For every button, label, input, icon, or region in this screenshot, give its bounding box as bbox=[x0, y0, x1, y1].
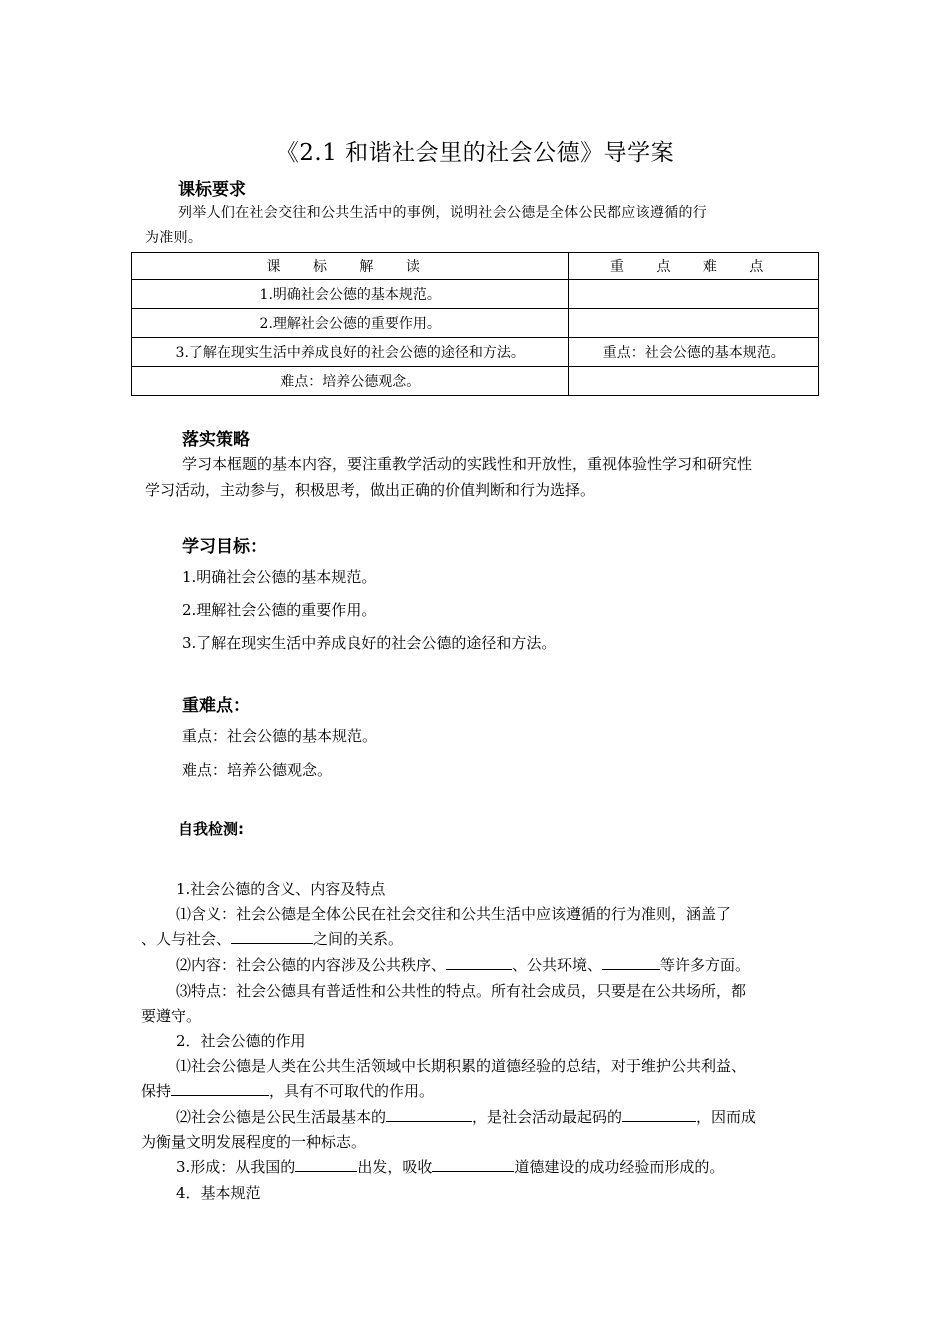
mubiao-item: 1.明确社会公德的基本规范。 bbox=[182, 568, 377, 586]
s3-line: 3.形成：从我国的 出发，吸收 道德建设的成功经验而形成的。 bbox=[176, 1158, 725, 1176]
mubiao-heading: 学习目标： bbox=[182, 537, 267, 557]
luoshi-line2: 学习活动，主动参与，积极思考，做出正确的价值判断和行为选择。 bbox=[145, 481, 596, 499]
mubiao-item: 3.了解在现实生活中养成良好的社会公德的途径和方法。 bbox=[182, 634, 557, 652]
page-title: 《2.1 和谐社会里的社会公德》导学案 bbox=[275, 140, 675, 166]
s1-p3-line2: 要遵守。 bbox=[141, 1007, 202, 1025]
s2-title: 2．社会公德的作用 bbox=[176, 1032, 306, 1050]
fill-blank bbox=[386, 1107, 472, 1122]
fill-blank bbox=[446, 955, 512, 970]
table-row bbox=[132, 280, 819, 309]
s2-p2-line2: 为衡量文明发展程度的一种标志。 bbox=[141, 1133, 367, 1151]
fill-blank bbox=[295, 1157, 357, 1172]
kebiao-text-line1: 列举人们在社会交往和公共生活中的事例，说明社会公德是全体公民都应该遵循的行 bbox=[178, 205, 708, 221]
kebiao-heading: 课标要求 bbox=[178, 180, 246, 200]
luoshi-line1: 学习本框题的基本内容，要注重教学活动的实践性和开放性，重视体验性学习和研究性 bbox=[182, 455, 753, 473]
table-header-row bbox=[132, 253, 819, 280]
table-cell-left: 2.理解社会公德的重要作用。 bbox=[132, 309, 569, 338]
table-cell-left: 3.了解在现实生活中养成良好的社会公德的途径和方法。 bbox=[132, 338, 569, 367]
fill-blank bbox=[432, 1157, 514, 1172]
s2-p1-line1: ⑴社会公德是人类在公共生活领域中长期积累的道德经验的总结，对于维护公共利益、 bbox=[176, 1057, 747, 1075]
s2-p2-line1: ⑵社会公德是公民生活最基本的 ，是社会活动最起码的 ，因而成 bbox=[176, 1108, 757, 1126]
luoshi-heading: 落实策略 bbox=[182, 430, 250, 450]
fill-blank bbox=[622, 1107, 696, 1122]
fill-blank bbox=[602, 955, 660, 970]
s1-p3-line1: ⑶特点：社会公德具有普适性和公共性的特点。所有社会成员，只要是在公共场所，都 bbox=[176, 982, 747, 1000]
table-cell-left: 1.明确社会公德的基本规范。 bbox=[132, 280, 569, 309]
table-row bbox=[132, 309, 819, 338]
mubiao-item: 2.理解社会公德的重要作用。 bbox=[182, 601, 377, 619]
curriculum-table bbox=[131, 252, 819, 396]
table-cell-right bbox=[569, 367, 819, 396]
s1-p1-line2: 、人与社会、 之间的关系。 bbox=[141, 930, 404, 948]
fill-blank bbox=[171, 1081, 269, 1096]
table-cell-left: 难点：培养公德观念。 bbox=[132, 367, 569, 396]
s2-p1-line2: 保持 ，具有不可取代的作用。 bbox=[141, 1082, 435, 1100]
ziwo-heading: 自我检测: bbox=[178, 820, 244, 838]
table-cell-right bbox=[569, 309, 819, 338]
s1-p2: ⑵内容：社会公德的内容涉及公共秩序、 、公共环境、 等许多方面。 bbox=[176, 956, 751, 974]
table-header-right: 重 点 难 点 bbox=[569, 253, 819, 280]
fill-blank bbox=[231, 929, 313, 944]
s4-title: 4．基本规范 bbox=[176, 1184, 261, 1202]
zhongnan-item: 难点：培养公德观念。 bbox=[182, 761, 333, 779]
zhongnan-item: 重点：社会公德的基本规范。 bbox=[182, 727, 378, 745]
table-cell-right: 重点：社会公德的基本规范。 bbox=[569, 338, 819, 367]
zhongnan-heading: 重难点： bbox=[182, 696, 250, 716]
table-header-left: 课 标 解 读 bbox=[132, 253, 569, 280]
s1-p1-line1: ⑴含义：社会公德是全体公民在社会交往和公共生活中应该遵循的行为准则，涵盖了 bbox=[176, 905, 732, 923]
table-row bbox=[132, 338, 819, 367]
table-row bbox=[132, 367, 819, 396]
s1-title: 1.社会公德的含义、内容及特点 bbox=[176, 880, 386, 898]
table-cell-right bbox=[569, 280, 819, 309]
kebiao-text-line2: 为准则。 bbox=[145, 230, 203, 246]
